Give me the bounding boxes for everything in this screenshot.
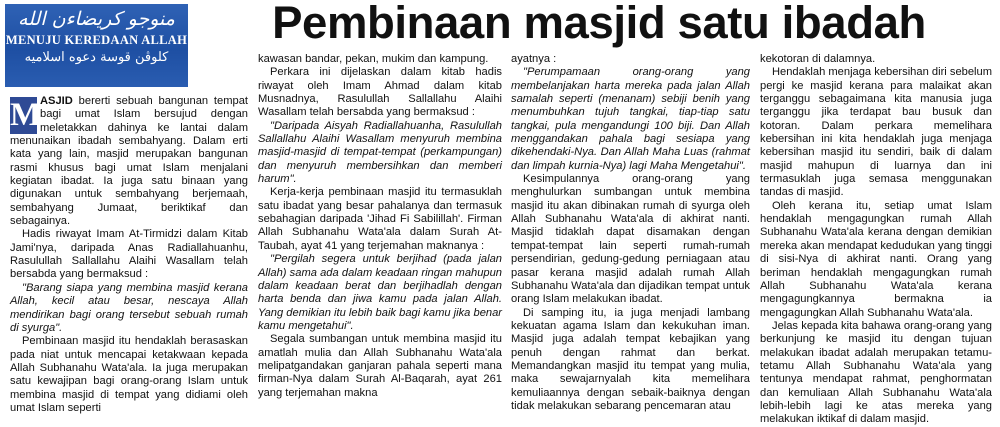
article-column-2: [258, 53, 502, 400]
paragraph: kawasan bandar, pekan, mukim dan kampung.: [258, 53, 489, 65]
paragraph: Perkara ini dijelaskan dalam kitab hadis riwayat oleh Imam Ahmad dalam kitab Musnadnya, Rasulullah Sallallahu Alaihi Wasallam telah bersabda yang bermaksud :: [258, 66, 502, 119]
paragraph: Hendaklah menjaga kebersihan diri sebelum pergi ke masjid kerana para malaikat akan terganggu sebagaimana kita manusia juga terganggu jika terdapat bau busuk dan kotoran. Dalam perkara memelihara kebersihan ini kita hendaklah juga menjaga kebersihan masjid itu sendiri, baik di dalam masjid mahupun di luarnya dan ini termasuklah juga semasa menggunakan tandas di masjid.: [760, 66, 992, 199]
column-banner: [5, 4, 188, 87]
quote: "Perumpamaan orang-orang yang membelanjakan harta mereka pada jalan Allah samalah seperti (menanam) sebiji benih yang menumbuhkan tujuh tangkai, tiap-tiap satu tangkai, pula mengandungi 100 biji. Dan Allah menggandakan pahala bagi sesiapa yang dikehendaki-Nya. Dan Allah Maha Luas (rahmat dan limpah kurnia-Nya) lagi Maha Mengetahui".: [511, 66, 750, 172]
quote: "Barang siapa yang membina masjid kerana Allah, kecil atau besar, nescaya Allah mendirikan bagi orang tersebut sebuah rumah di syurga".: [10, 281, 248, 334]
article-column-3: [511, 53, 750, 413]
paragraph: Segala sumbangan untuk membina masjid itu amatlah mulia dan Allah Subhanahu Wata'ala melipatgandakan ganjaran pahala seperti mana firman-Nya dalam Surah Al-Baqarah, ayat 261 yang terjemahan makna: [258, 333, 502, 399]
paragraph: Pembinaan masjid itu hendaklah berasaskan pada niat untuk mencapai ketakwaan kepada Allah Subhanahu Wata'ala. Ia juga merupakan satu kewajipan bagi orang-orang Islam untuk membina masjid di tempat yang didiami oleh umat Islam seperti: [10, 335, 248, 414]
banner-arabic-bottom: كلوڤن قوسة دعوه اسلاميه: [24, 50, 169, 65]
article-headline: Pembinaan masjid satu ibadah: [272, 0, 926, 48]
paragraph: kekotoran di dalamnya.: [760, 53, 876, 65]
article-column-1: [10, 95, 248, 415]
banner-arabic-top: منوجو كريضاءن الله: [18, 8, 175, 30]
paragraph: M ASJID bererti sebuah bangunan tempat bagi umat Islam bersujud dengan meletakkan dahinya ke lantai dalam menunaikan ibadah sembahyang. Dalam erti kata yang lain, masjid merupakan bangunan rasmi khusus bagi umat Islam menjalani kegiatan ibadat. Ia juga satu binaan yang digunakan untuk sembahyang berjemaah, sembahyang Jumaat, beriktikaf dan sebagainya.: [10, 95, 248, 228]
paragraph: Jelas kepada kita bahawa orang-orang yang berkunjung ke masjid itu dengan tujuan melakukan ibadat adalah merupakan tetamu-tetamu Allah Subhanahu Wata'ala yang tentunya mendapat rahmat, penghormatan dan kemuliaan Allah Subhanahu Wata'ala lebih-lebih lagi ke atas mereka yang melakukan iktikaf di dalam masjid.: [760, 319, 992, 426]
paragraph: Hadis riwayat Imam At-Tirmidzi dalam Kitab Jami'nya, daripada Anas Radiallahuanhu, Rasulullah Sallallahu Alaihi Wasallam telah bersabda yang bermaksud :: [10, 228, 248, 281]
paragraph: Kerja-kerja pembinaan masjid itu termasuklah satu ibadat yang besar pahalanya dan termasuk sebahagian daripada 'Jihad Fi Sabilillah'. Firman Allah Subhanahu Wata'ala dalam Surah At-Taubah, ayat 41 yang terjemahan maknanya :: [258, 186, 502, 252]
drop-cap: M: [10, 97, 42, 133]
quote: "Daripada Aisyah Radiallahuanha, Rasulullah Sallallahu Alaihi Wasallam menyuruh membina masjid-masjid di tempat-tempat (perkampungan) dan menyuruh membersihkan dan memberi harum".: [258, 119, 502, 186]
banner-title: MENUJU KEREDAAN ALLAH: [5, 33, 188, 47]
paragraph: Di samping itu, ia juga menjadi lambang kekuatan agama Islam dan kekukuhan iman. Masjid juga adalah tempat kebajikan yang penuh dengan rahmat dan berkat. Memandangkan masjid itu tempat yang mulia, maka sewajarnyalah kita memelihara kemuliaannya dengan sebaik-baiknya dengan tidak melakukan sebarang pencemaran atau: [511, 306, 750, 412]
quote: "Pergilah segera untuk berjihad (pada jalan Allah) sama ada dalam keadaan ringan mahupun dalam keadaan berat dan berjihadlah dengan harta benda dan jiwa kamu pada jalan Allah. Yang demikian itu lebih baik bagi kamu jika benar kamu mengetahui".: [258, 253, 502, 332]
paragraph: ayatnya :: [511, 53, 557, 65]
paragraph: Oleh kerana itu, setiap umat Islam hendaklah mengagungkan rumah Allah Subhanahu Wata'ala kerana dengan demikian mereka akan mendapat kedudukan yang tinggi di sisi-Nya di akhirat nanti. Orang yang beriman hendaklah mengagungkan rumah Allah Subhanahu Wata'ala kerana mengagungkannya bermakna ia mengagungkan Allah Subhanahu Wata'ala.: [760, 199, 992, 319]
paragraph: Kesimpulannya orang-orang yang menghulurkan sumbangan untuk membina masjid itu akan dibinakan rumah di syurga oleh Allah Subhanahu Wata'ala di akhirat nanti. Masjid tidaklah dapat disamakan dengan tempat-tempat lain seperti rumah-rumah persendirian, gedung-gedung perniagaan atau pasar kerana masjid adalah rumah Allah Subhanahu Wata'ala dan dijadikan tempat untuk orang Islam melakukan ibadat.: [511, 173, 750, 306]
lead-word: ASJID: [40, 95, 73, 107]
article-column-4: [760, 53, 992, 427]
